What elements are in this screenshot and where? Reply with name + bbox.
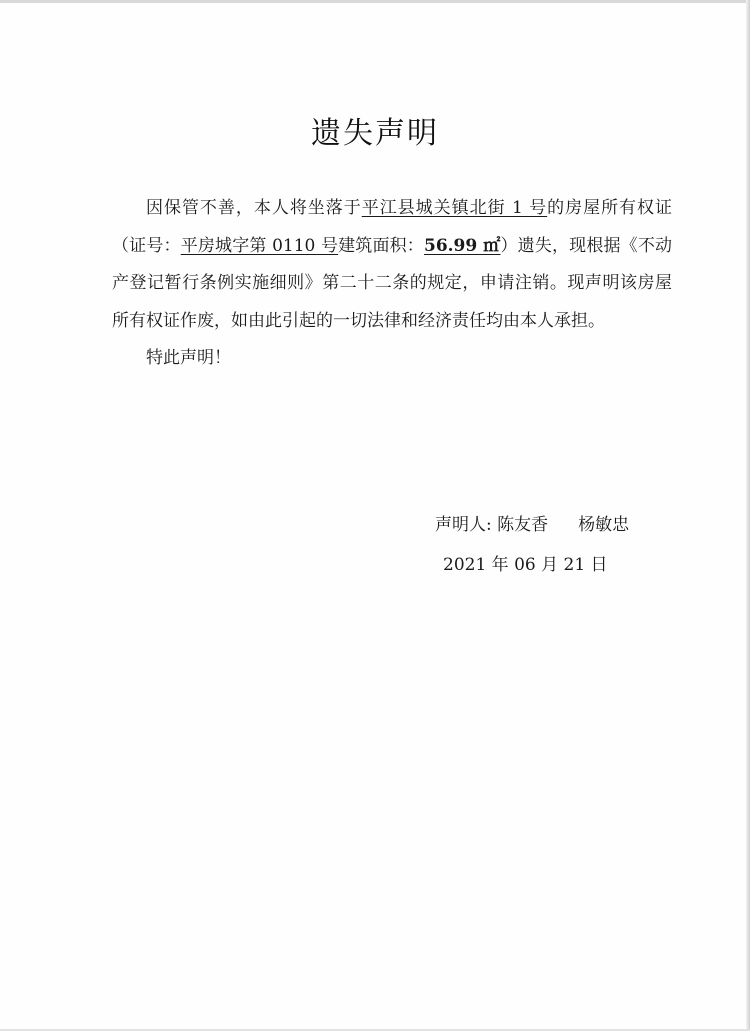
- certificate-number: 平房城字第 0110 号: [180, 235, 339, 256]
- area-value: 56.99 ㎡: [423, 235, 501, 256]
- closing-line: 特此声明！: [146, 348, 231, 368]
- property-address: 平江县城关镇北街 1 号: [361, 198, 548, 218]
- declarant-label: 声明人: 陈友香: [435, 515, 549, 535]
- statement-body: [112, 190, 672, 378]
- after-address-text: 的房屋所有权证（证号：: [112, 198, 673, 256]
- rest-text: ）遗失，现根据《不动产登记暂行条例实施细则》第二十二条的规定，申请注销。现声明该房屋所有权证作废，如由此引起的一切法律和经济责任均由本人承担。: [112, 235, 673, 331]
- area-label: 建筑面积：: [338, 235, 424, 256]
- scan-edge-top: [0, 0, 750, 3]
- statement-date: 2021 年 06 月 21 日: [443, 555, 608, 575]
- scan-edge-right: [746, 0, 750, 1031]
- signature-line: [435, 510, 695, 535]
- statement-paragraph: [112, 190, 672, 340]
- intro-text: 因保管不善，本人将坐落于: [146, 198, 362, 218]
- document-title: 遗失声明: [311, 116, 439, 151]
- second-declarant: 杨敏忠: [578, 515, 630, 535]
